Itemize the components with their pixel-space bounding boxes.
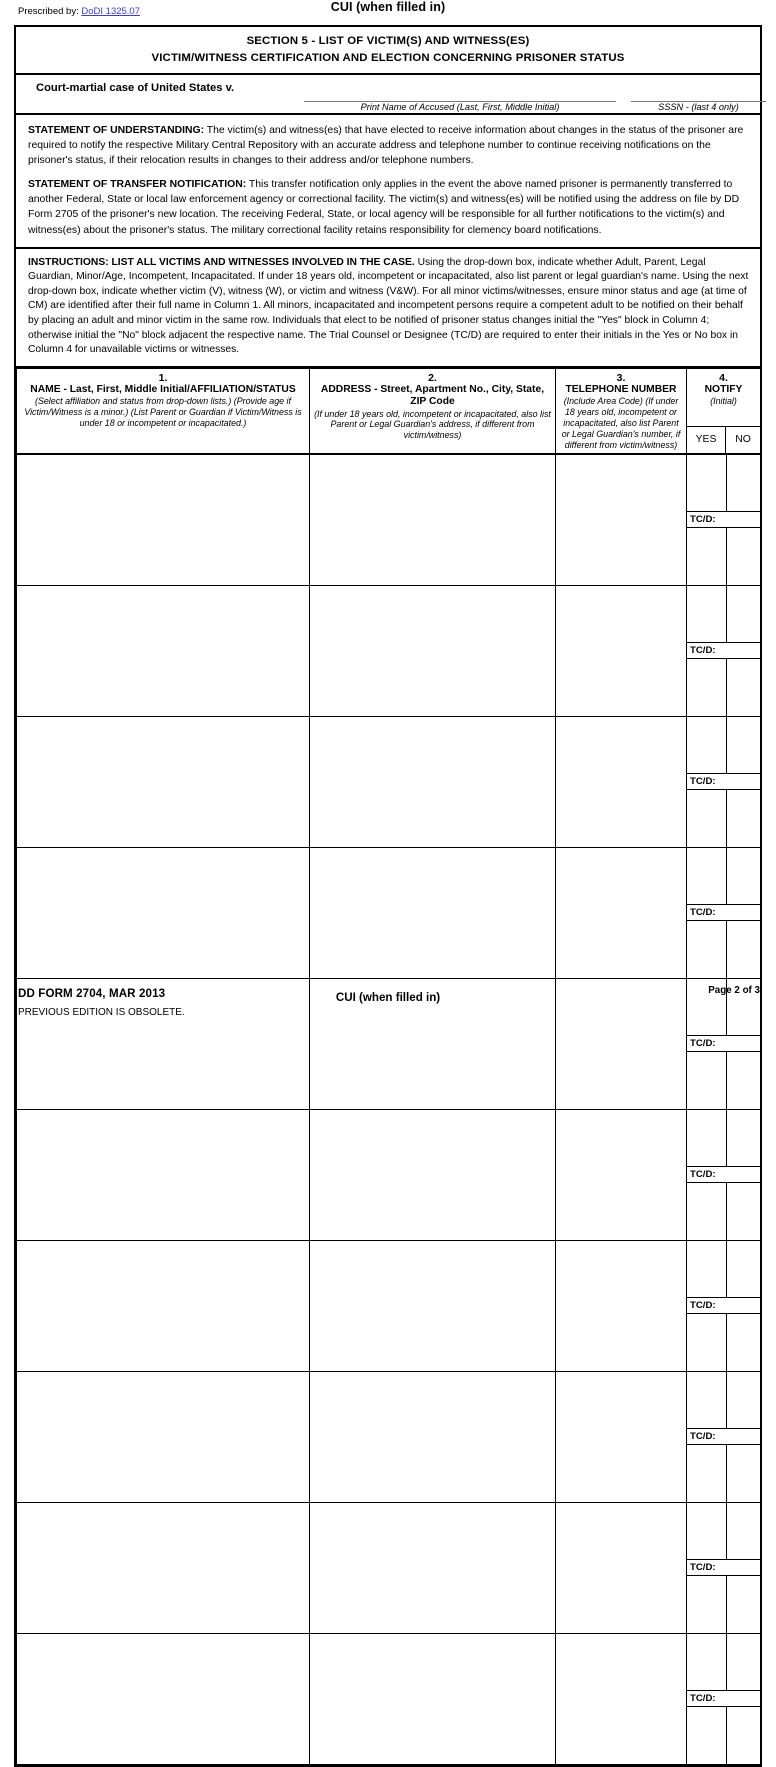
dodi-1325-07-link[interactable]: DoDI 1325.07 — [81, 6, 140, 17]
victim-witness-table — [16, 368, 761, 1765]
notify-grid — [687, 455, 761, 585]
notify-no-box-tcd[interactable] — [726, 921, 761, 978]
notify-yes-box-tcd[interactable] — [687, 921, 726, 978]
notify-row-top — [687, 1634, 761, 1691]
notify-yes-box-tcd[interactable] — [687, 1314, 726, 1371]
cell-address[interactable] — [310, 454, 556, 586]
table-row — [17, 1633, 761, 1764]
notify-row-top — [687, 1110, 761, 1167]
tcd-label[interactable]: TC/D: — [687, 774, 761, 790]
statement-of-understanding-body: The victim(s) and witness(es) that have elected to receive information about changes in the status of the prisoner are required to notify the respective Military Central Repository with an accurate address and telephone number to continue receiving notifications on the prisoner's status, if their relocation results in changes to their address and/or telephone numbers. — [28, 125, 744, 167]
column-1-subtitle: (Select affiliation and status from drop-down lists.) (Provide age if Victim/Witness is a minor.) (List Parent or Guardian if Victim/Witness is under 18 or incompetent or incapacitated.) — [24, 396, 302, 428]
table-row — [17, 1502, 761, 1633]
notify-no-box[interactable] — [726, 586, 761, 643]
notify-row-tcd — [687, 905, 761, 921]
tcd-label[interactable]: TC/D: — [687, 1560, 761, 1576]
cell-notify — [687, 454, 761, 586]
cell-name[interactable] — [17, 1502, 310, 1633]
cell-notify — [687, 1109, 761, 1240]
column-header-address — [310, 368, 556, 453]
case-caption-band — [16, 75, 760, 115]
cell-name[interactable] — [17, 585, 310, 716]
notify-grid — [687, 1372, 761, 1502]
column-4-title: NOTIFY — [704, 383, 743, 395]
instructions-heading: INSTRUCTIONS: LIST ALL VICTIMS AND WITNESSES INVOLVED IN THE CASE. — [28, 256, 415, 268]
cell-phone[interactable] — [556, 1371, 687, 1502]
notify-row-top — [687, 848, 761, 905]
cell-notify — [687, 716, 761, 847]
notify-no-box[interactable] — [726, 1503, 761, 1560]
notify-row-bottom — [687, 1052, 761, 1109]
notify-no-box-tcd[interactable] — [726, 528, 761, 585]
statement-of-transfer-heading: STATEMENT OF TRANSFER NOTIFICATION: — [28, 179, 247, 191]
notify-yes-box[interactable] — [687, 1110, 726, 1167]
instructions-text — [28, 256, 750, 358]
cell-name[interactable] — [17, 716, 310, 847]
cell-address[interactable] — [310, 1371, 556, 1502]
cui-banner-bottom: CUI (when filled in) — [335, 991, 441, 1004]
tcd-label[interactable]: TC/D: — [687, 1036, 761, 1052]
cell-address[interactable] — [310, 585, 556, 716]
notify-row-bottom — [687, 659, 761, 716]
notify-row-bottom — [687, 1707, 761, 1764]
cell-phone[interactable] — [556, 847, 687, 978]
notify-row-bottom — [687, 921, 761, 978]
notify-no-box[interactable] — [726, 1241, 761, 1298]
tcd-label[interactable]: TC/D: — [687, 1429, 761, 1445]
page-number: Page 2 of 3 — [708, 985, 760, 996]
notify-grid — [687, 717, 761, 847]
notify-yes-box-tcd[interactable] — [687, 1445, 726, 1502]
page-footer — [0, 985, 776, 1024]
notify-yes-box-tcd[interactable] — [687, 1052, 726, 1109]
column-header-telephone — [556, 368, 687, 453]
column-4-subtitle: (Initial) — [710, 396, 737, 407]
instructions-band — [16, 249, 760, 368]
cell-address[interactable] — [310, 716, 556, 847]
notify-row-tcd — [687, 512, 761, 528]
notify-yes-box[interactable] — [687, 717, 726, 774]
cell-name[interactable] — [17, 1109, 310, 1240]
cell-notify — [687, 1240, 761, 1371]
cell-address[interactable] — [310, 1502, 556, 1633]
form-container — [14, 25, 762, 1767]
notify-no-box[interactable] — [726, 455, 761, 512]
notify-no-box-tcd[interactable] — [726, 790, 761, 847]
notify-yes-box[interactable] — [687, 586, 726, 643]
notify-no-box-tcd[interactable] — [726, 1314, 761, 1371]
notify-row-tcd — [687, 774, 761, 790]
notify-grid — [687, 1634, 761, 1764]
cell-phone[interactable] — [556, 1502, 687, 1633]
column-1-number: 1. — [158, 371, 168, 384]
notify-row-tcd — [687, 1167, 761, 1183]
notify-no-box-tcd[interactable] — [726, 659, 761, 716]
cell-notify — [687, 585, 761, 716]
notify-row-tcd — [687, 1560, 761, 1576]
statement-of-transfer-body: This transfer notification only applies in the event the above named prisoner is permanently transferred to another Federal, State or local law enforcement agency or correctional facility. The victim(s) and witness(es) will be notified using the address on file by DD Form 2705 of the prisoner's new location. The receiving Federal, State, or local agency will be responsible for all further notifications to the victim(s) and witness(es) about the prisoner's status. The military correctional facility retains responsibility for clemency board notifications. — [28, 179, 740, 236]
notify-yes-box-tcd[interactable] — [687, 528, 726, 585]
cell-phone[interactable] — [556, 716, 687, 847]
notify-row-bottom — [687, 1576, 761, 1633]
cell-name[interactable] — [17, 454, 310, 586]
notify-no-box-tcd[interactable] — [726, 1576, 761, 1633]
notify-yes-box-tcd[interactable] — [687, 1576, 726, 1633]
notify-row-tcd — [687, 1298, 761, 1314]
section-title-line-1: SECTION 5 - LIST OF VICTIM(S) AND WITNESS(ES) — [246, 35, 530, 47]
column-3-number: 3. — [616, 371, 626, 384]
tcd-label[interactable]: TC/D: — [687, 905, 761, 921]
notify-row-tcd — [687, 1429, 761, 1445]
notify-yes-box[interactable] — [687, 1241, 726, 1298]
tcd-label[interactable]: TC/D: — [687, 643, 761, 659]
form-identifier: DD FORM 2704, MAR 2013 — [18, 987, 166, 1000]
statement-of-understanding — [28, 123, 750, 168]
table-row — [17, 585, 761, 716]
table-header-row — [17, 368, 761, 426]
notify-yes-box-tcd[interactable] — [687, 659, 726, 716]
notify-yes-box-tcd[interactable] — [687, 1183, 726, 1240]
notify-row-top — [687, 1503, 761, 1560]
notify-grid — [687, 848, 761, 978]
notify-row-tcd — [687, 1036, 761, 1052]
accused-name-caption: Print Name of Accused (Last, First, Middle Initial) — [360, 102, 560, 113]
cell-name[interactable] — [17, 1240, 310, 1371]
table-row — [17, 847, 761, 978]
column-2-title: ADDRESS - Street, Apartment No., City, State, ZIP Code — [320, 383, 545, 408]
statement-of-understanding-heading: STATEMENT OF UNDERSTANDING: — [28, 125, 205, 137]
notify-row-tcd — [687, 643, 761, 659]
prescribed-by-label: Prescribed by: — [18, 6, 79, 17]
table-header — [17, 368, 761, 453]
cell-address[interactable] — [310, 847, 556, 978]
notify-no-box-tcd[interactable] — [726, 1052, 761, 1109]
column-header-notify — [687, 368, 761, 426]
table-row — [17, 1371, 761, 1502]
column-header-no: NO — [726, 426, 761, 453]
cell-notify — [687, 847, 761, 978]
column-3-title: TELEPHONE NUMBER — [565, 383, 677, 395]
notify-grid — [687, 1110, 761, 1240]
notify-row-top — [687, 455, 761, 512]
notify-row-top — [687, 717, 761, 774]
cell-notify — [687, 1371, 761, 1502]
column-1-title: NAME - Last, First, Middle Initial/AFFILIATION/STATUS — [30, 383, 296, 395]
tcd-label[interactable]: TC/D: — [687, 512, 761, 528]
notify-grid — [687, 1241, 761, 1371]
notify-no-box-tcd[interactable] — [726, 1445, 761, 1502]
column-2-number: 2. — [428, 371, 437, 384]
notify-grid — [687, 1503, 761, 1633]
notify-no-box[interactable] — [726, 848, 761, 905]
notify-yes-box-tcd[interactable] — [687, 790, 726, 847]
notify-yes-box[interactable] — [687, 1634, 726, 1691]
notify-row-bottom — [687, 790, 761, 847]
page-top-strip — [0, 0, 776, 25]
sssn-caption: SSSN - (last 4 only) — [658, 102, 739, 113]
notify-grid — [687, 586, 761, 716]
tcd-label[interactable]: TC/D: — [687, 1298, 761, 1314]
tcd-label[interactable]: TC/D: — [687, 1691, 761, 1707]
column-3-subtitle: (Include Area Code) (If under 18 years old, incompetent or incapacitated, also list Parent or Legal Guardian's number, if different from victim/witness) — [561, 396, 681, 450]
cell-address[interactable] — [310, 1633, 556, 1764]
notify-row-top — [687, 586, 761, 643]
cell-phone[interactable] — [556, 1633, 687, 1764]
notify-no-box-tcd[interactable] — [726, 1183, 761, 1240]
tcd-label[interactable]: TC/D: — [687, 1167, 761, 1183]
notify-yes-box[interactable] — [687, 455, 726, 512]
cell-phone[interactable] — [556, 1240, 687, 1371]
notify-yes-box[interactable] — [687, 1372, 726, 1429]
column-header-yes: YES — [687, 426, 726, 453]
notify-no-box[interactable] — [726, 717, 761, 774]
section-title-line-2: VICTIM/WITNESS CERTIFICATION AND ELECTION CONCERNING PRISONER STATUS — [151, 51, 625, 64]
table-row — [17, 1240, 761, 1371]
previous-edition-notice: PREVIOUS EDITION IS OBSOLETE. — [18, 1007, 185, 1018]
notify-row-bottom — [687, 1314, 761, 1371]
notify-yes-box[interactable] — [687, 1503, 726, 1560]
notify-row-top — [687, 1372, 761, 1429]
cell-phone[interactable] — [556, 1109, 687, 1240]
cell-notify — [687, 1633, 761, 1764]
cell-name[interactable] — [17, 1371, 310, 1502]
cell-name[interactable] — [17, 1633, 310, 1764]
cui-banner-top: CUI (when filled in) — [330, 0, 446, 14]
table-row — [17, 1109, 761, 1240]
notify-row-bottom — [687, 528, 761, 585]
notify-row-tcd — [687, 1691, 761, 1707]
table-body — [17, 454, 761, 1765]
cell-notify — [687, 1502, 761, 1633]
court-martial-label: Court-martial case of United States v. — [36, 82, 235, 95]
statements-band — [16, 115, 760, 249]
table-row — [17, 716, 761, 847]
section-title-band — [16, 27, 760, 75]
notify-no-box[interactable] — [726, 1110, 761, 1167]
cell-phone[interactable] — [556, 454, 687, 586]
notify-no-box-tcd[interactable] — [726, 1707, 761, 1764]
notify-row-bottom — [687, 1445, 761, 1502]
cell-address[interactable] — [310, 1109, 556, 1240]
statement-of-transfer-notification — [28, 177, 750, 237]
column-2-subtitle: (If under 18 years old, incompetent or incapacitated, also list Parent or Legal Guardian's address, if different from victim/witness) — [314, 408, 551, 441]
notify-row-top — [687, 1241, 761, 1298]
column-header-name — [17, 368, 310, 453]
notify-no-box[interactable] — [726, 1372, 761, 1429]
column-4-number: 4. — [719, 371, 728, 384]
cell-address[interactable] — [310, 1240, 556, 1371]
notify-yes-box[interactable] — [687, 848, 726, 905]
notify-no-box[interactable] — [726, 1634, 761, 1691]
cell-name[interactable] — [17, 847, 310, 978]
table-row — [17, 454, 761, 586]
instructions-body: Using the drop-down box, indicate whether Adult, Parent, Legal Guardian, Minor/Age, Incompetent, Incapacitated. If under 18 years old, incompetent or incapacitated, also list parent or legal guardian's name. Using the next drop-down box, indicate whether victim (V), witness (W), or victim and witness (V&W). For all minor victims/witnesses, ensure minor status and age (at time of CM) are identified after their full name in Column 1. All minors, incapacitated and incompetent persons require a competent adult to be notified on their behalf by placing an adult and minor victim in the same row. Individuals that elect to be notified of prisoner status changes initial the "Yes" block in Column 4; otherwise initial the "No" block adjacent the respective name. The Trial Counsel or Designee (TC/D) are required to enter their initials in the Yes or No box in Column 4 for unavailable victims or witnesses. — [28, 256, 749, 356]
notify-yes-box-tcd[interactable] — [687, 1707, 726, 1764]
cell-phone[interactable] — [556, 585, 687, 716]
notify-row-bottom — [687, 1183, 761, 1240]
